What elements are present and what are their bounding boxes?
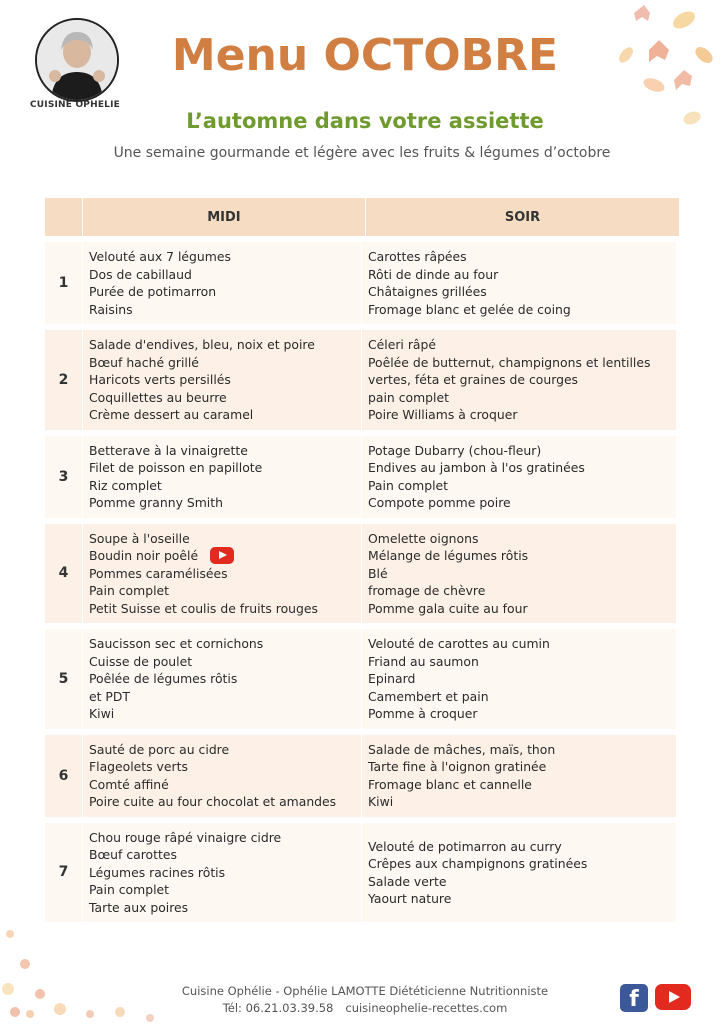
footer (130, 983, 600, 1017)
dish: Bœuf haché grillé (89, 354, 199, 370)
midi-column-header: MIDI (82, 198, 365, 236)
dish: Crêpes aux champignons gratinées (368, 856, 588, 871)
dish: Omelette oignons (368, 530, 479, 546)
dish: Crème dessert au caramel (89, 407, 254, 422)
dish: Pomme gala cuite au four (368, 600, 528, 616)
dish: fromage de chèvre (368, 583, 486, 598)
dish: Sauté de porc au cidre (89, 741, 230, 757)
table-row (45, 524, 679, 624)
dish: Pomme granny Smith (89, 495, 223, 510)
dish: Dos de cabillaud (89, 266, 192, 282)
dish: Poêlée de légumes rôtis (89, 671, 238, 686)
avatar-portrait (37, 20, 117, 100)
day-column-header (45, 198, 82, 236)
dish: Petit Suisse et coulis de fruits rouges (89, 600, 318, 616)
dish: vertes, féta et graines de courges (368, 372, 579, 387)
day-number: 4 (45, 524, 82, 624)
dish: Blé (368, 565, 388, 581)
midi-cell (83, 629, 361, 729)
day-number: 2 (45, 330, 82, 430)
footer-phone: Tél: 06.21.03.39.58 (222, 1001, 334, 1015)
dish: Haricots verts persillés (89, 372, 231, 387)
dish: Potage Dubarry (chou-fleur) (368, 442, 542, 458)
page-tagline: Une semaine gourmande et légère avec les fruits & légumes d’octobre (113, 145, 611, 161)
dish: Kiwi (368, 794, 394, 809)
dish: Poêlée de butternut, champignons et lentilles (368, 354, 651, 370)
dish: Mélange de légumes rôtis (368, 548, 529, 563)
dish: Bœuf carottes (89, 847, 177, 862)
dish: Betterave à la vinaigrette (89, 442, 248, 458)
soir-cell (362, 436, 676, 518)
dish: Tarte aux poires (89, 899, 189, 915)
day-number: 6 (45, 735, 82, 817)
youtube-icon[interactable] (655, 984, 691, 1010)
dish: Compote pomme poire (368, 495, 511, 510)
soir-cell (362, 629, 676, 729)
dish: pain complet (368, 389, 449, 405)
dish: Friand au saumon (368, 653, 479, 669)
dish: Légumes racines rôtis (89, 864, 226, 880)
dish: Filet de poisson en papillote (89, 460, 263, 475)
dish: et PDT (89, 688, 131, 704)
table-row (45, 629, 679, 729)
dish: Pain complet (89, 583, 169, 598)
footer-website-link[interactable]: cuisineophelie-recettes.com (345, 1001, 508, 1015)
midi-cell (83, 524, 361, 624)
dish: Poire Williams à croquer (368, 407, 518, 422)
page-subtitle: L’automne dans votre assiette (186, 109, 544, 133)
midi-cell (83, 242, 361, 324)
dish: Fromage blanc et cannelle (368, 776, 532, 792)
footer-contact (130, 1000, 600, 1017)
dish: Pommes caramélisées (89, 565, 228, 581)
dish: Velouté de potimarron au curry (368, 838, 562, 854)
menu-table (45, 198, 679, 922)
dish: Velouté de carottes au cumin (368, 636, 550, 651)
avatar (35, 18, 119, 102)
dish: Yaourt nature (368, 891, 452, 906)
dish: Coquillettes au beurre (89, 389, 227, 405)
brand-name: CUISINE OPHELIE (29, 100, 121, 110)
table-row (45, 735, 679, 817)
page-title: Menu OCTOBRE (171, 30, 559, 81)
dish: Pain complet (89, 882, 169, 897)
dish: Endives au jambon à l'os gratinées (368, 460, 585, 475)
dish: Riz complet (89, 477, 162, 493)
dish: Pomme à croquer (368, 706, 478, 721)
dish: Salade verte (368, 873, 447, 889)
day-number: 3 (45, 436, 82, 518)
day-number: 1 (45, 242, 82, 324)
dish: Cuisse de poulet (89, 653, 193, 669)
youtube-video-icon[interactable] (210, 547, 234, 564)
dish: Comté affiné (89, 776, 169, 792)
dish: Soupe à l'oseille (89, 530, 190, 546)
dish: Salade d'endives, bleu, noix et poire (89, 337, 315, 352)
dish: Kiwi (89, 706, 115, 721)
soir-cell (362, 735, 676, 817)
autumn-leaves-decoration (614, 0, 724, 140)
day-number: 5 (45, 629, 82, 729)
dish: Fromage blanc et gelée de coing (368, 301, 571, 317)
soir-cell (362, 524, 676, 624)
dish: Pain complet (368, 477, 448, 493)
table-row (45, 242, 679, 324)
day-number: 7 (45, 823, 82, 923)
dish: Epinard (368, 671, 416, 686)
dish: Purée de potimarron (89, 284, 217, 299)
midi-cell (83, 330, 361, 430)
dish: Salade de mâches, maïs, thon (368, 741, 556, 757)
dish-label: Boudin noir poêlé (89, 548, 199, 563)
table-header (45, 198, 679, 236)
dish: Flageolets verts (89, 759, 188, 774)
dish: Velouté aux 7 légumes (89, 249, 231, 264)
soir-cell (362, 242, 676, 324)
soir-cell (362, 823, 676, 923)
footer-credit: Cuisine Ophélie - Ophélie LAMOTTE Diététicienne Nutritionniste (181, 984, 549, 998)
table-row (45, 330, 679, 430)
facebook-icon[interactable]: f (620, 984, 648, 1012)
dish: Châtaignes grillées (368, 284, 487, 299)
table-row (45, 436, 679, 518)
dish: Poire cuite au four chocolat et amandes (89, 794, 337, 809)
dish: Carottes râpées (368, 249, 467, 264)
midi-cell (83, 735, 361, 817)
midi-cell (83, 436, 361, 518)
dish: Raisins (89, 301, 133, 317)
dish: Chou rouge râpé vinaigre cidre (89, 829, 282, 845)
dish: Tarte fine à l'oignon gratinée (368, 759, 547, 774)
soir-column-header: SOIR (365, 198, 679, 236)
dish: Saucisson sec et cornichons (89, 636, 264, 651)
dish-with-video (89, 547, 361, 565)
dish: Rôti de dinde au four (368, 266, 499, 282)
soir-cell (362, 330, 676, 430)
dish: Céleri râpé (368, 337, 436, 352)
dish: Camembert et pain (368, 688, 489, 704)
